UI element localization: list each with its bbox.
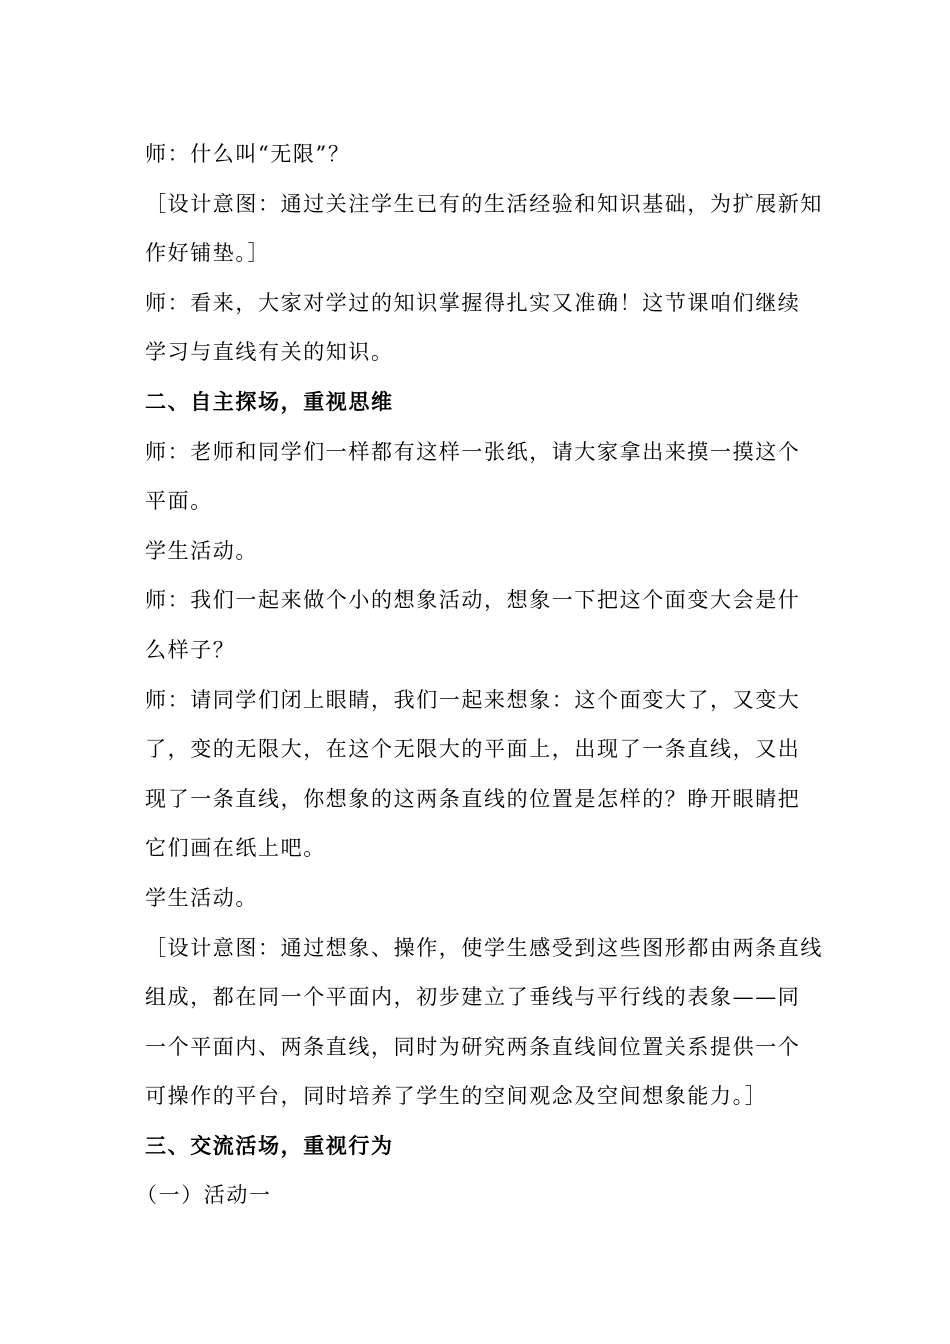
dialogue-line: 师：老师和同学们一样都有这样一张纸，请大家拿出来摸一摸这个 <box>145 439 801 464</box>
design-intent-line: 作好铺垫。］ <box>145 241 271 266</box>
activity-line: 学生活动。 <box>145 538 258 563</box>
design-intent-line: 可操作的平台，同时培养了学生的空间观念及空间想象能力。］ <box>145 1084 768 1109</box>
dialogue-line: 现了一条直线，你想象的这两条直线的位置是怎样的？睁开眼睛把 <box>145 786 801 811</box>
dialogue-line: 么样子？ <box>145 637 236 662</box>
design-intent-line: 组成，都在同一个平面内，初步建立了垂线与平行线的表象——同 <box>145 985 801 1010</box>
design-intent-line: ［设计意图：通过想象、操作，使学生感受到这些图形都由两条直线 <box>145 935 823 960</box>
dialogue-line: 学习与直线有关的知识。 <box>145 340 394 365</box>
section-heading: 三、交流活场，重视行为 <box>145 1133 394 1158</box>
design-intent-line: ［设计意图：通过关注学生已有的生活经验和知识基础，为扩展新知 <box>145 191 823 216</box>
dialogue-line: 平面。 <box>145 489 213 514</box>
dialogue-line: 师：看来，大家对学过的知识掌握得扎实又准确！这节课咱们继续 <box>145 290 801 315</box>
dialogue-line: 师：什么叫“无限”？ <box>145 142 351 166</box>
dialogue-line: 了，变的无限大，在这个无限大的平面上，出现了一条直线，又出 <box>145 737 801 762</box>
activity-line: 学生活动。 <box>145 885 258 910</box>
design-intent-line: 一个平面内、两条直线，同时为研究两条直线间位置关系提供一个 <box>145 1034 801 1059</box>
document-page <box>136 130 823 1221</box>
subsection-heading: （一）活动一 <box>136 1183 272 1208</box>
dialogue-line: 它们画在纸上吧。 <box>145 836 326 861</box>
dialogue-line: 师：请同学们闭上眼睛，我们一起来想象：这个面变大了，又变大 <box>145 687 801 712</box>
dialogue-line: 师：我们一起来做个小的想象活动，想象一下把这个面变大会是什 <box>145 588 801 613</box>
section-heading: 二、自主探场，重视思维 <box>145 389 394 414</box>
